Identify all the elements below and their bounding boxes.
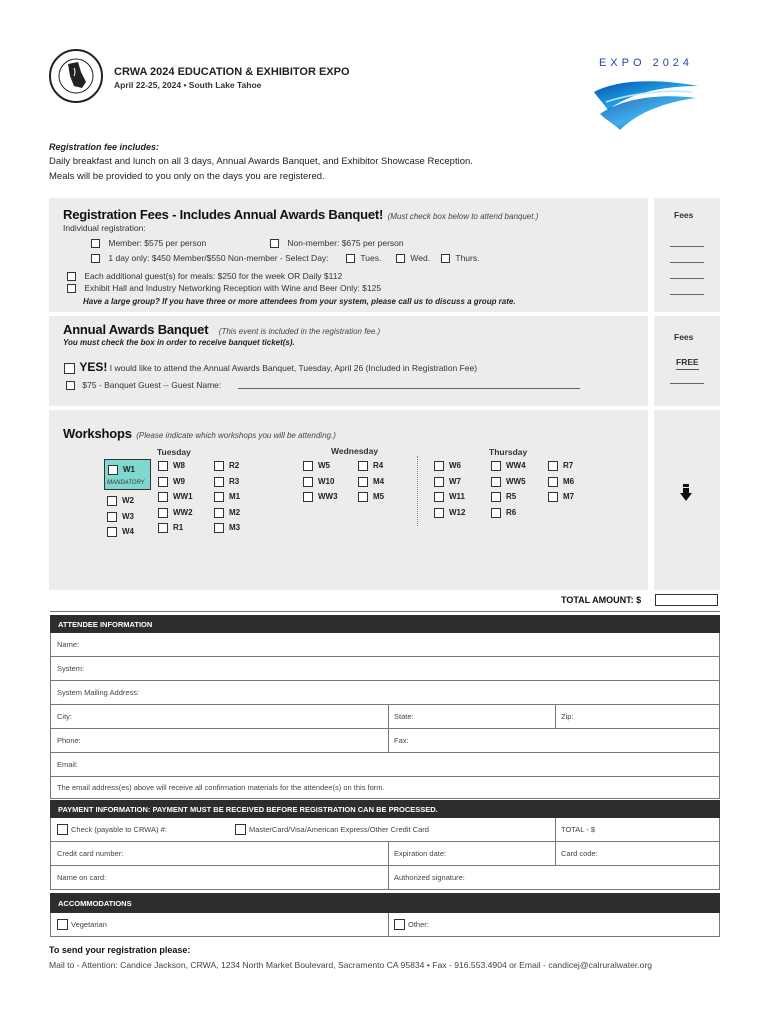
workshops-title-row [63, 425, 336, 443]
workshop-checkbox-ww3[interactable] [303, 492, 313, 502]
guests-checkbox[interactable] [67, 272, 76, 281]
expiration-label: Expiration date: [394, 849, 447, 858]
workshop-option-r2[interactable] [214, 461, 239, 471]
tues-label: Tues. [360, 253, 382, 263]
workshop-checkbox-r4[interactable] [358, 461, 368, 471]
header-subtitle: April 22-25, 2024 • South Lake Tahoe [114, 80, 262, 90]
workshop-option-ww4[interactable] [491, 461, 526, 471]
exhibit-fee-line[interactable] [670, 294, 704, 295]
system-label: System: [57, 664, 85, 673]
workshop-option-m3[interactable] [214, 523, 240, 533]
banquet-guest-fee-line[interactable] [670, 383, 704, 384]
workshop-option-m1[interactable] [214, 492, 240, 502]
workshop-checkbox-m5[interactable] [358, 492, 368, 502]
workshop-option-w3[interactable] [107, 512, 134, 522]
tues-option[interactable] [346, 253, 381, 263]
intro-heading: Registration fee includes: [49, 142, 160, 152]
tues-checkbox[interactable] [346, 254, 355, 263]
workshop-label: WW2 [173, 507, 193, 517]
banquet-title: Annual Awards Banquet [63, 322, 209, 337]
oneday-fee-line[interactable] [670, 262, 704, 263]
workshop-option-r1[interactable] [158, 523, 183, 533]
workshop-label: R3 [229, 476, 240, 486]
mailing-row[interactable] [50, 681, 720, 705]
mailing-label: System Mailing Address: [57, 688, 140, 697]
workshop-option-m7[interactable] [548, 492, 574, 502]
workshop-label: R4 [373, 461, 384, 471]
workshop-checkbox-m4[interactable] [358, 477, 368, 487]
card-checkbox[interactable] [235, 824, 246, 835]
registration-fees-label: Fees [674, 210, 694, 220]
member-checkbox[interactable] [91, 239, 100, 248]
guests-option[interactable] [67, 271, 342, 281]
workshop-checkbox-r2[interactable] [214, 461, 224, 471]
workshop-option-w4[interactable] [107, 527, 134, 537]
workshop-option-r4[interactable] [358, 461, 383, 471]
workshop-option-ww3[interactable] [303, 492, 338, 502]
w1-checkbox[interactable] [108, 465, 118, 475]
email-row[interactable] [50, 753, 720, 777]
tuesday-heading: Tuesday [157, 447, 191, 457]
signature-cell[interactable] [388, 866, 465, 889]
workshops-title: Workshops [63, 426, 132, 441]
workshop-label: W8 [173, 461, 185, 471]
check-option[interactable] [57, 818, 167, 841]
workshop-option-m4[interactable] [358, 477, 384, 487]
workshop-label: R5 [506, 492, 517, 502]
workshop-label: M4 [373, 476, 385, 486]
attendee-header: ATTENDEE INFORMATION [50, 615, 720, 633]
workshop-checkbox-ww1[interactable] [158, 492, 168, 502]
registration-note: (Must check box below to attend banquet.) [387, 212, 539, 221]
workshop-checkbox-w8[interactable] [158, 461, 168, 471]
header-title: CRWA 2024 EDUCATION & EXHIBITOR EXPO [114, 66, 350, 78]
workshop-checkbox-ww4[interactable] [491, 461, 501, 471]
banquet-guest-label: $75 - Banquet Guest -- Guest Name: [82, 380, 222, 390]
payment-method-row [50, 818, 720, 842]
workshop-label: W6 [449, 461, 461, 471]
city-row[interactable] [50, 705, 720, 729]
workshop-label: M2 [229, 507, 241, 517]
banquet-fees-label: Fees [674, 332, 694, 342]
vegetarian-option[interactable] [57, 913, 107, 936]
workshop-option-m6[interactable] [548, 477, 574, 487]
workshop-label: W2 [122, 496, 134, 506]
individual-label: Individual registration: [63, 223, 146, 233]
workshop-checkbox-w2[interactable] [107, 496, 117, 506]
workshop-label: WW1 [173, 492, 193, 502]
member-option[interactable] [91, 238, 206, 248]
name-label: Name: [57, 640, 80, 649]
guests-fee-line[interactable] [670, 278, 704, 279]
workshop-checkbox-r5[interactable] [491, 492, 501, 502]
wed-option[interactable] [396, 253, 430, 263]
wed-label: Wed. [410, 253, 431, 263]
svg-text:EXPO 2024: EXPO 2024 [598, 57, 694, 69]
workshop-label: WW3 [318, 492, 338, 502]
workshop-checkbox-w12[interactable] [434, 508, 444, 518]
workshop-checkbox-r1[interactable] [158, 523, 168, 533]
workshop-option-w11[interactable] [434, 492, 465, 502]
zip-label: Zip: [561, 712, 574, 721]
member-label: Member: $575 per person [108, 238, 207, 248]
workshop-checkbox-w5[interactable] [303, 461, 313, 471]
nonmember-option[interactable] [270, 238, 404, 248]
expiration-cell[interactable] [388, 842, 446, 865]
workshop-checkbox-ww5[interactable] [491, 477, 501, 487]
intro-line-2: Meals will be provided to you only on the days you are registered. [49, 171, 325, 182]
email-note: The email address(es) above will receive all confirmation materials for the attendee(s) on this form. [57, 783, 385, 792]
workshop-checkbox-w9[interactable] [158, 477, 168, 487]
w1-label: W1 [123, 465, 135, 475]
workshop-checkbox-m2[interactable] [214, 508, 224, 518]
signature-label: Authorized signature: [394, 873, 465, 882]
workshop-label: M6 [563, 476, 575, 486]
workshop-checkbox-ww2[interactable] [158, 508, 168, 518]
accommodations-header: ACCOMMODATIONS [50, 893, 720, 913]
registration-title-row [63, 206, 538, 224]
form-top-border [50, 611, 720, 612]
card-code-label: Card code: [561, 849, 598, 858]
banquet-must-check: You must check the box in order to receive banquet ticket(s). [63, 338, 295, 347]
workshop-checkbox-m3[interactable] [214, 523, 224, 533]
nonmember-checkbox[interactable] [270, 239, 279, 248]
total-amount-label: TOTAL AMOUNT: $ [561, 595, 642, 605]
check-label: Check (payable to CRWA) #: [71, 825, 167, 834]
workshop-option-r6[interactable] [491, 508, 516, 518]
workshop-label: WW4 [506, 461, 526, 471]
card-option[interactable] [235, 818, 429, 841]
thurs-option[interactable] [441, 253, 479, 263]
guests-label: Each additional guest(s) for meals: $250 for the week OR Daily $112 [84, 271, 343, 281]
workshop-option-r3[interactable] [214, 477, 239, 487]
banquet-free-label: FREE [676, 357, 699, 370]
workshop-label: R7 [563, 461, 574, 471]
workshop-option-ww2[interactable] [158, 508, 193, 518]
phone-label: Phone: [57, 736, 81, 745]
card-code-cell[interactable] [555, 842, 598, 865]
card-name-row[interactable] [50, 866, 720, 890]
workshop-label: M5 [373, 492, 385, 502]
workshop-checkbox-m1[interactable] [214, 492, 224, 502]
workshop-option-w8[interactable] [158, 461, 185, 471]
card-name-label: Name on card: [57, 873, 107, 882]
workshop-checkbox-w10[interactable] [303, 477, 313, 487]
footer-heading: To send your registration please: [49, 945, 191, 955]
workshops-note: (Please indicate which workshops you will be attending.) [136, 431, 336, 440]
name-row[interactable] [50, 633, 720, 657]
mandatory-label: MANDATORY [107, 480, 145, 486]
oneday-label: 1 day only: $450 Member/$550 Non-member - Select Day: [108, 253, 329, 263]
banquet-guest-checkbox[interactable] [66, 381, 75, 390]
w1-mandatory-box[interactable] [104, 459, 151, 490]
workshop-checkbox-r6[interactable] [491, 508, 501, 518]
workshop-option-w10[interactable] [303, 477, 334, 487]
workshop-label: W10 [318, 476, 335, 486]
workshop-checkbox-w6[interactable] [434, 461, 444, 471]
phone-row[interactable] [50, 729, 720, 753]
banquet-yes-checkbox[interactable] [64, 363, 75, 374]
member-fee-line[interactable] [670, 246, 704, 247]
workshop-checkbox-r7[interactable] [548, 461, 558, 471]
total-amount-field[interactable] [655, 594, 718, 606]
vegetarian-checkbox[interactable] [57, 919, 68, 930]
payment-header: PAYMENT INFORMATION: PAYMENT MUST BE RECEIVED BEFORE REGISTRATION CAN BE PROCESSED. [50, 800, 720, 818]
banquet-guest-option[interactable] [66, 380, 221, 390]
workshop-label: W9 [173, 476, 185, 486]
nonmember-label: Non-member: $675 per person [287, 238, 404, 248]
other-label: Other: [408, 920, 429, 929]
workshop-option-r5[interactable] [491, 492, 516, 502]
thurs-checkbox[interactable] [441, 254, 450, 263]
state-cell[interactable] [388, 705, 414, 728]
workshop-label: R6 [506, 507, 517, 517]
vegetarian-label: Vegetarian [71, 920, 107, 929]
crwa-seal-logo [48, 48, 104, 104]
group-rate-note: Have a large group? If you have three or more attendees from your system, please call us to discuss a group rate. [83, 297, 516, 306]
card-number-label: Credit card number: [57, 849, 124, 858]
workshop-label: M7 [563, 492, 575, 502]
banquet-yes-text: I would like to attend the Annual Awards Banquet, Tuesday, April 26 (Included in Registration Fee) [109, 363, 478, 373]
workshop-checkbox-w3[interactable] [107, 512, 117, 522]
thurs-label: Thurs. [455, 253, 480, 263]
workshop-label: W11 [449, 492, 466, 502]
banquet-note: (This event is included in the registration fee.) [218, 327, 381, 336]
payment-total-label: TOTAL - $ [561, 825, 596, 834]
intro-line-1: Daily breakfast and lunch on all 3 days, Annual Awards Banquet, and Exhibitor Showcase Reception. [49, 156, 473, 167]
workshop-option-m2[interactable] [214, 508, 240, 518]
workshop-option-w2[interactable] [107, 496, 134, 506]
exhibit-option[interactable] [67, 283, 381, 293]
workshop-checkbox-r3[interactable] [214, 477, 224, 487]
wed-checkbox[interactable] [396, 254, 405, 263]
expo-2024-logo [586, 52, 706, 138]
workshop-option-ww1[interactable] [158, 492, 193, 502]
footer-text: Mail to - Attention: Candice Jackson, CRWA, 1234 North Market Boulevard, Sacramento CA 95834 • Fax - 916.553.4904 or Email - candicej@calruralwater.org [49, 960, 653, 970]
thursday-heading: Thursday [489, 447, 528, 457]
banquet-yes-label: YES! [79, 360, 108, 374]
wed-thu-divider [417, 456, 418, 526]
workshop-label: M1 [229, 492, 241, 502]
fax-cell[interactable] [388, 729, 409, 752]
system-row[interactable] [50, 657, 720, 681]
state-label: State: [394, 712, 414, 721]
workshop-checkbox-w4[interactable] [107, 527, 117, 537]
workshop-checkbox-w7[interactable] [434, 477, 444, 487]
banquet-yes-option[interactable] [64, 360, 477, 374]
registration-title: Registration Fees - Includes Annual Awards Banquet! [63, 207, 384, 222]
workshop-label: M3 [229, 523, 241, 533]
other-option[interactable] [388, 913, 429, 936]
city-label: City: [57, 712, 72, 721]
workshop-label: W12 [449, 507, 466, 517]
accommodations-row [50, 913, 720, 937]
workshop-option-r7[interactable] [548, 461, 573, 471]
check-checkbox[interactable] [57, 824, 68, 835]
oneday-option[interactable] [91, 253, 329, 263]
workshop-label: W3 [122, 511, 134, 521]
card-number-row[interactable] [50, 842, 720, 866]
workshop-label: W5 [318, 461, 330, 471]
workshop-option-w6[interactable] [434, 461, 461, 471]
exhibit-checkbox[interactable] [67, 284, 76, 293]
guest-name-line[interactable] [238, 388, 580, 389]
wednesday-heading: Wednesday [331, 446, 379, 456]
workshop-label: R2 [229, 461, 240, 471]
payment-total-cell[interactable] [555, 818, 595, 841]
workshop-checkbox-m6[interactable] [548, 477, 558, 487]
email-label: Email: [57, 760, 78, 769]
workshop-option-m5[interactable] [358, 492, 384, 502]
workshop-option-w12[interactable] [434, 508, 465, 518]
workshop-label: WW5 [506, 476, 526, 486]
workshop-option-w7[interactable] [434, 477, 461, 487]
exhibit-label: Exhibit Hall and Industry Networking Reception with Wine and Beer Only: $125 [84, 283, 382, 293]
zip-cell[interactable] [555, 705, 574, 728]
workshop-label: R1 [173, 523, 184, 533]
workshop-checkbox-m7[interactable] [548, 492, 558, 502]
workshop-option-ww5[interactable] [491, 477, 526, 487]
workshop-label: W7 [449, 476, 461, 486]
workshop-checkbox-w11[interactable] [434, 492, 444, 502]
banquet-title-row [63, 321, 380, 339]
fax-label: Fax: [394, 736, 409, 745]
workshop-option-w9[interactable] [158, 477, 185, 487]
down-arrow-icon [680, 484, 692, 502]
other-checkbox[interactable] [394, 919, 405, 930]
workshop-label: W4 [122, 527, 134, 537]
oneday-checkbox[interactable] [91, 254, 100, 263]
email-note-row [50, 777, 720, 799]
workshop-option-w5[interactable] [303, 461, 330, 471]
card-label: MasterCard/Visa/American Express/Other Credit Card [249, 825, 429, 834]
